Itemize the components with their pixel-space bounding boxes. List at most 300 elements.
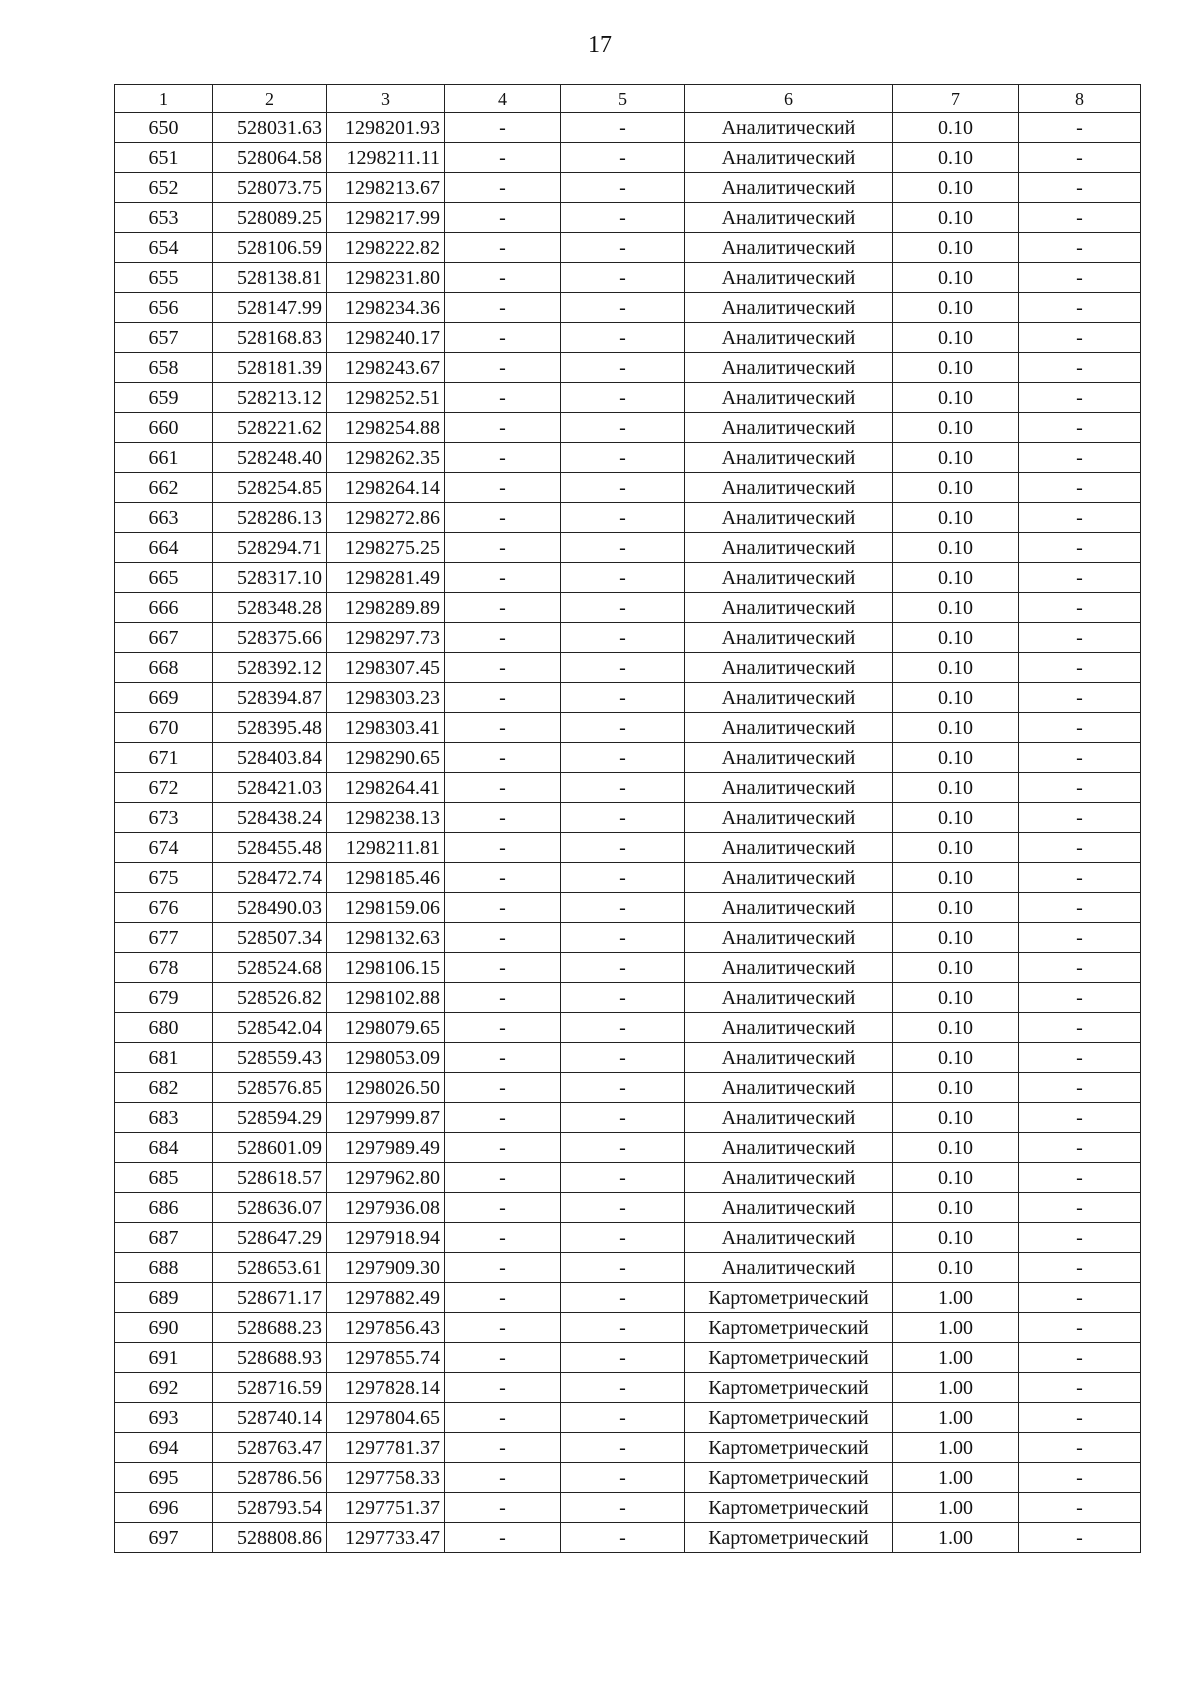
y-coordinate-cell: 1298201.93 [327,113,445,143]
point-number-cell: 694 [115,1433,213,1463]
y-coordinate-cell: 1298132.63 [327,923,445,953]
accuracy-cell: 0.10 [893,593,1019,623]
column-5-cell: - [561,1103,685,1133]
point-number-cell: 657 [115,323,213,353]
column-4-cell: - [445,1523,561,1553]
column-5-cell: - [561,833,685,863]
accuracy-cell: 0.10 [893,353,1019,383]
column-5-cell: - [561,173,685,203]
method-cell: Аналитический [685,983,893,1013]
method-cell: Аналитический [685,923,893,953]
point-number-cell: 665 [115,563,213,593]
column-8-cell: - [1019,173,1141,203]
method-cell: Аналитический [685,953,893,983]
method-cell: Аналитический [685,173,893,203]
column-8-cell: - [1019,593,1141,623]
table-row [115,413,1141,443]
accuracy-cell: 1.00 [893,1523,1019,1553]
y-coordinate-cell: 1298222.82 [327,233,445,263]
point-number-cell: 686 [115,1193,213,1223]
point-number-cell: 680 [115,1013,213,1043]
y-coordinate-cell: 1297733.47 [327,1523,445,1553]
x-coordinate-cell: 528073.75 [213,173,327,203]
x-coordinate-cell: 528740.14 [213,1403,327,1433]
column-4-cell: - [445,1403,561,1433]
method-cell: Аналитический [685,1253,893,1283]
y-coordinate-cell: 1298231.80 [327,263,445,293]
y-coordinate-cell: 1298252.51 [327,383,445,413]
accuracy-cell: 0.10 [893,293,1019,323]
accuracy-cell: 0.10 [893,113,1019,143]
accuracy-cell: 0.10 [893,383,1019,413]
column-4-cell: - [445,173,561,203]
column-4-cell: - [445,443,561,473]
table-row [115,1433,1141,1463]
table-row [115,473,1141,503]
column-8-cell: - [1019,1253,1141,1283]
column-header: 7 [893,85,1019,113]
column-8-cell: - [1019,653,1141,683]
y-coordinate-cell: 1298272.86 [327,503,445,533]
column-8-cell: - [1019,953,1141,983]
column-5-cell: - [561,1223,685,1253]
table-row [115,563,1141,593]
method-cell: Аналитический [685,473,893,503]
y-coordinate-cell: 1297804.65 [327,1403,445,1433]
method-cell: Аналитический [685,593,893,623]
column-8-cell: - [1019,443,1141,473]
column-5-cell: - [561,683,685,713]
x-coordinate-cell: 528472.74 [213,863,327,893]
accuracy-cell: 1.00 [893,1283,1019,1313]
column-4-cell: - [445,983,561,1013]
column-8-cell: - [1019,113,1141,143]
column-5-cell: - [561,1433,685,1463]
column-8-cell: - [1019,893,1141,923]
table-row [115,773,1141,803]
column-8-cell: - [1019,563,1141,593]
point-number-cell: 664 [115,533,213,563]
table-row [115,323,1141,353]
x-coordinate-cell: 528601.09 [213,1133,327,1163]
y-coordinate-cell: 1297999.87 [327,1103,445,1133]
column-4-cell: - [445,1493,561,1523]
method-cell: Аналитический [685,833,893,863]
x-coordinate-cell: 528671.17 [213,1283,327,1313]
x-coordinate-cell: 528392.12 [213,653,327,683]
column-4-cell: - [445,593,561,623]
y-coordinate-cell: 1298303.41 [327,713,445,743]
accuracy-cell: 0.10 [893,683,1019,713]
column-8-cell: - [1019,1043,1141,1073]
method-cell: Картометрический [685,1343,893,1373]
column-8-cell: - [1019,1073,1141,1103]
column-8-cell: - [1019,743,1141,773]
point-number-cell: 656 [115,293,213,323]
y-coordinate-cell: 1298289.89 [327,593,445,623]
x-coordinate-cell: 528490.03 [213,893,327,923]
column-5-cell: - [561,143,685,173]
column-5-cell: - [561,1073,685,1103]
table-row [115,263,1141,293]
x-coordinate-cell: 528403.84 [213,743,327,773]
point-number-cell: 677 [115,923,213,953]
column-4-cell: - [445,1163,561,1193]
point-number-cell: 683 [115,1103,213,1133]
method-cell: Аналитический [685,203,893,233]
accuracy-cell: 0.10 [893,953,1019,983]
method-cell: Аналитический [685,1133,893,1163]
accuracy-cell: 0.10 [893,503,1019,533]
column-4-cell: - [445,953,561,983]
column-4-cell: - [445,233,561,263]
column-5-cell: - [561,1373,685,1403]
column-4-cell: - [445,1283,561,1313]
y-coordinate-cell: 1298185.46 [327,863,445,893]
point-number-cell: 687 [115,1223,213,1253]
method-cell: Картометрический [685,1403,893,1433]
method-cell: Аналитический [685,1193,893,1223]
table-row [115,1013,1141,1043]
x-coordinate-cell: 528688.23 [213,1313,327,1343]
x-coordinate-cell: 528106.59 [213,233,327,263]
x-coordinate-cell: 528559.43 [213,1043,327,1073]
y-coordinate-cell: 1298290.65 [327,743,445,773]
accuracy-cell: 1.00 [893,1343,1019,1373]
x-coordinate-cell: 528286.13 [213,503,327,533]
y-coordinate-cell: 1297918.94 [327,1223,445,1253]
column-8-cell: - [1019,413,1141,443]
table-row [115,953,1141,983]
accuracy-cell: 0.10 [893,863,1019,893]
method-cell: Аналитический [685,773,893,803]
y-coordinate-cell: 1298240.17 [327,323,445,353]
column-5-cell: - [561,413,685,443]
column-4-cell: - [445,143,561,173]
x-coordinate-cell: 528763.47 [213,1433,327,1463]
column-4-cell: - [445,1043,561,1073]
accuracy-cell: 0.10 [893,233,1019,263]
x-coordinate-cell: 528168.83 [213,323,327,353]
method-cell: Аналитический [685,653,893,683]
point-number-cell: 689 [115,1283,213,1313]
column-4-cell: - [445,113,561,143]
column-5-cell: - [561,233,685,263]
accuracy-cell: 0.10 [893,743,1019,773]
point-number-cell: 673 [115,803,213,833]
column-5-cell: - [561,1523,685,1553]
column-8-cell: - [1019,803,1141,833]
method-cell: Аналитический [685,503,893,533]
table-row [115,503,1141,533]
y-coordinate-cell: 1297856.43 [327,1313,445,1343]
y-coordinate-cell: 1298053.09 [327,1043,445,1073]
point-number-cell: 667 [115,623,213,653]
x-coordinate-cell: 528147.99 [213,293,327,323]
column-5-cell: - [561,203,685,233]
column-header: 8 [1019,85,1141,113]
column-4-cell: - [445,413,561,443]
table-row [115,593,1141,623]
point-number-cell: 685 [115,1163,213,1193]
table-row [115,293,1141,323]
x-coordinate-cell: 528647.29 [213,1223,327,1253]
column-5-cell: - [561,893,685,923]
point-number-cell: 659 [115,383,213,413]
column-5-cell: - [561,323,685,353]
x-coordinate-cell: 528526.82 [213,983,327,1013]
y-coordinate-cell: 1298079.65 [327,1013,445,1043]
table-row [115,143,1141,173]
method-cell: Аналитический [685,1043,893,1073]
point-number-cell: 662 [115,473,213,503]
accuracy-cell: 0.10 [893,623,1019,653]
point-number-cell: 679 [115,983,213,1013]
column-5-cell: - [561,1403,685,1433]
y-coordinate-cell: 1297909.30 [327,1253,445,1283]
method-cell: Аналитический [685,263,893,293]
x-coordinate-cell: 528576.85 [213,1073,327,1103]
column-4-cell: - [445,1373,561,1403]
column-4-cell: - [445,653,561,683]
point-number-cell: 696 [115,1493,213,1523]
column-4-cell: - [445,503,561,533]
column-4-cell: - [445,1013,561,1043]
point-number-cell: 650 [115,113,213,143]
table-row [115,1253,1141,1283]
table-row [115,653,1141,683]
accuracy-cell: 0.10 [893,263,1019,293]
x-coordinate-cell: 528031.63 [213,113,327,143]
accuracy-cell: 0.10 [893,833,1019,863]
table-row [115,1313,1141,1343]
y-coordinate-cell: 1297962.80 [327,1163,445,1193]
column-8-cell: - [1019,293,1141,323]
column-8-cell: - [1019,1493,1141,1523]
y-coordinate-cell: 1298211.11 [327,143,445,173]
column-8-cell: - [1019,1373,1141,1403]
table-row [115,1193,1141,1223]
y-coordinate-cell: 1298264.41 [327,773,445,803]
x-coordinate-cell: 528542.04 [213,1013,327,1043]
column-8-cell: - [1019,623,1141,653]
column-4-cell: - [445,743,561,773]
point-number-cell: 668 [115,653,213,683]
accuracy-cell: 0.10 [893,1253,1019,1283]
column-4-cell: - [445,833,561,863]
accuracy-cell: 0.10 [893,923,1019,953]
column-5-cell: - [561,1043,685,1073]
point-number-cell: 678 [115,953,213,983]
x-coordinate-cell: 528594.29 [213,1103,327,1133]
table-row [115,353,1141,383]
y-coordinate-cell: 1298307.45 [327,653,445,683]
column-4-cell: - [445,323,561,353]
column-4-cell: - [445,293,561,323]
column-4-cell: - [445,1103,561,1133]
header-row [115,85,1141,113]
column-header: 6 [685,85,893,113]
column-8-cell: - [1019,473,1141,503]
column-4-cell: - [445,893,561,923]
y-coordinate-cell: 1297781.37 [327,1433,445,1463]
column-5-cell: - [561,563,685,593]
column-5-cell: - [561,503,685,533]
y-coordinate-cell: 1298243.67 [327,353,445,383]
method-cell: Аналитический [685,863,893,893]
column-8-cell: - [1019,683,1141,713]
method-cell: Аналитический [685,113,893,143]
x-coordinate-cell: 528294.71 [213,533,327,563]
table-row [115,203,1141,233]
column-8-cell: - [1019,353,1141,383]
accuracy-cell: 0.10 [893,1013,1019,1043]
table-row [115,1043,1141,1073]
table-row [115,1403,1141,1433]
column-5-cell: - [561,113,685,143]
method-cell: Картометрический [685,1313,893,1343]
column-5-cell: - [561,713,685,743]
column-5-cell: - [561,1133,685,1163]
x-coordinate-cell: 528438.24 [213,803,327,833]
column-5-cell: - [561,1313,685,1343]
point-number-cell: 691 [115,1343,213,1373]
x-coordinate-cell: 528213.12 [213,383,327,413]
column-8-cell: - [1019,503,1141,533]
x-coordinate-cell: 528394.87 [213,683,327,713]
x-coordinate-cell: 528348.28 [213,593,327,623]
method-cell: Картометрический [685,1433,893,1463]
table-row [115,1133,1141,1163]
method-cell: Аналитический [685,353,893,383]
table-row [115,1343,1141,1373]
column-8-cell: - [1019,1163,1141,1193]
column-8-cell: - [1019,1403,1141,1433]
method-cell: Аналитический [685,1073,893,1103]
accuracy-cell: 0.10 [893,1073,1019,1103]
column-5-cell: - [561,863,685,893]
y-coordinate-cell: 1297828.14 [327,1373,445,1403]
y-coordinate-cell: 1298264.14 [327,473,445,503]
column-4-cell: - [445,623,561,653]
column-4-cell: - [445,803,561,833]
x-coordinate-cell: 528421.03 [213,773,327,803]
table-row [115,383,1141,413]
accuracy-cell: 1.00 [893,1433,1019,1463]
column-5-cell: - [561,623,685,653]
point-number-cell: 653 [115,203,213,233]
x-coordinate-cell: 528317.10 [213,563,327,593]
column-5-cell: - [561,443,685,473]
column-4-cell: - [445,353,561,383]
method-cell: Аналитический [685,803,893,833]
x-coordinate-cell: 528181.39 [213,353,327,383]
y-coordinate-cell: 1297882.49 [327,1283,445,1313]
method-cell: Аналитический [685,743,893,773]
column-header: 4 [445,85,561,113]
point-number-cell: 690 [115,1313,213,1343]
y-coordinate-cell: 1298217.99 [327,203,445,233]
column-4-cell: - [445,713,561,743]
method-cell: Аналитический [685,893,893,923]
column-8-cell: - [1019,1433,1141,1463]
point-number-cell: 681 [115,1043,213,1073]
table-row [115,863,1141,893]
y-coordinate-cell: 1298106.15 [327,953,445,983]
column-8-cell: - [1019,773,1141,803]
column-4-cell: - [445,1313,561,1343]
column-4-cell: - [445,1463,561,1493]
x-coordinate-cell: 528688.93 [213,1343,327,1373]
point-number-cell: 671 [115,743,213,773]
column-8-cell: - [1019,383,1141,413]
column-8-cell: - [1019,1133,1141,1163]
table-row [115,173,1141,203]
table-row [115,1073,1141,1103]
method-cell: Аналитический [685,413,893,443]
point-number-cell: 655 [115,263,213,293]
table-row [115,713,1141,743]
table-row [115,533,1141,563]
column-8-cell: - [1019,833,1141,863]
x-coordinate-cell: 528254.85 [213,473,327,503]
column-8-cell: - [1019,233,1141,263]
x-coordinate-cell: 528636.07 [213,1193,327,1223]
method-cell: Аналитический [685,1013,893,1043]
x-coordinate-cell: 528618.57 [213,1163,327,1193]
table-row [115,1523,1141,1553]
table-row [115,893,1141,923]
point-number-cell: 670 [115,713,213,743]
method-cell: Аналитический [685,143,893,173]
column-header: 5 [561,85,685,113]
column-4-cell: - [445,1253,561,1283]
column-8-cell: - [1019,863,1141,893]
x-coordinate-cell: 528786.56 [213,1463,327,1493]
x-coordinate-cell: 528455.48 [213,833,327,863]
y-coordinate-cell: 1298297.73 [327,623,445,653]
column-8-cell: - [1019,1283,1141,1313]
method-cell: Картометрический [685,1373,893,1403]
column-5-cell: - [561,353,685,383]
method-cell: Картометрический [685,1493,893,1523]
column-8-cell: - [1019,533,1141,563]
x-coordinate-cell: 528375.66 [213,623,327,653]
column-8-cell: - [1019,323,1141,353]
x-coordinate-cell: 528653.61 [213,1253,327,1283]
method-cell: Аналитический [685,713,893,743]
table-body [115,113,1141,1553]
method-cell: Аналитический [685,1223,893,1253]
method-cell: Аналитический [685,1163,893,1193]
method-cell: Аналитический [685,323,893,353]
table-row [115,443,1141,473]
accuracy-cell: 0.10 [893,653,1019,683]
accuracy-cell: 0.10 [893,203,1019,233]
point-number-cell: 682 [115,1073,213,1103]
method-cell: Картометрический [685,1283,893,1313]
y-coordinate-cell: 1297751.37 [327,1493,445,1523]
table-row [115,1163,1141,1193]
column-5-cell: - [561,593,685,623]
table-row [115,233,1141,263]
x-coordinate-cell: 528524.68 [213,953,327,983]
accuracy-cell: 0.10 [893,323,1019,353]
x-coordinate-cell: 528064.58 [213,143,327,173]
column-4-cell: - [445,533,561,563]
y-coordinate-cell: 1297989.49 [327,1133,445,1163]
column-5-cell: - [561,293,685,323]
